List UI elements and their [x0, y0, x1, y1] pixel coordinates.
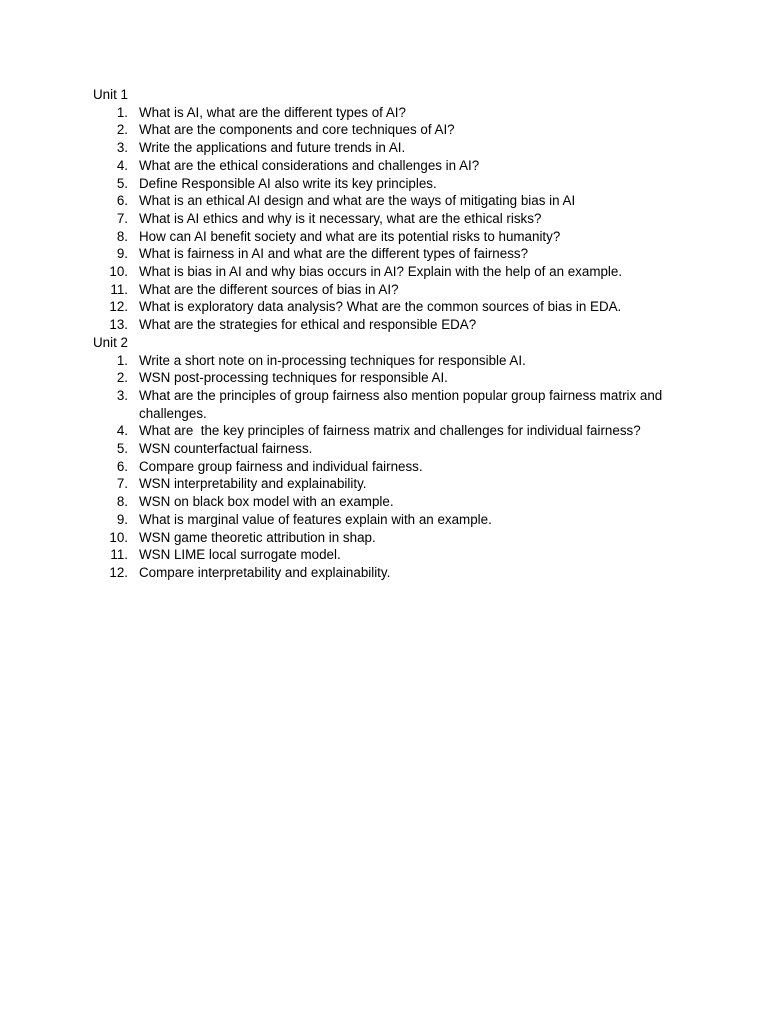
question-list	[93, 352, 693, 582]
question-text: What is bias in AI and why bias occurs in AI? Explain with the help of an example.	[139, 264, 623, 280]
question-number: 2.	[116, 122, 128, 138]
question-number: 3.	[116, 140, 128, 156]
question-number: 12.	[109, 564, 128, 580]
question-text: What are the principles of group fairness also mention popular group fairness matrix and challenges.	[139, 387, 666, 421]
question-number: 9.	[116, 246, 128, 262]
question-item	[93, 369, 693, 387]
question-number: 8.	[116, 494, 128, 510]
question-list	[93, 104, 693, 334]
question-number: 11.	[110, 281, 128, 297]
question-item	[93, 352, 693, 370]
question-text: What are the ethical considerations and challenges in AI?	[139, 157, 480, 173]
question-text: What are the key principles of fairness matrix and challenges for individual fairness?	[139, 423, 641, 439]
question-number: 10.	[109, 529, 128, 545]
question-item	[93, 210, 693, 228]
question-text: What is an ethical AI design and what are the ways of mitigating bias in AI	[139, 193, 576, 209]
question-item	[93, 529, 693, 547]
question-text: How can AI benefit society and what are its potential risks to humanity?	[139, 228, 561, 244]
question-number: 9.	[116, 511, 128, 527]
question-text: Compare interpretability and explainability.	[139, 564, 391, 580]
question-number: 1.	[116, 104, 128, 120]
question-text: What is exploratory data analysis? What are the common sources of bias in EDA.	[139, 299, 622, 315]
question-item	[93, 316, 693, 334]
question-number: 2.	[116, 370, 128, 386]
question-number: 6.	[116, 193, 128, 209]
question-text: WSN game theoretic attribution in shap.	[139, 529, 376, 545]
question-text: WSN interpretability and explainability.	[139, 476, 367, 492]
question-item	[93, 157, 693, 175]
question-item	[93, 422, 693, 440]
question-text: WSN on black box model with an example.	[139, 494, 394, 510]
question-item	[93, 263, 693, 281]
question-text: What is marginal value of features explain with an example.	[139, 511, 492, 527]
question-text: What is fairness in AI and what are the different types of fairness?	[139, 246, 529, 262]
unit-section-2	[93, 334, 693, 582]
unit-heading: Unit 1	[93, 87, 128, 102]
question-text: Define Responsible AI also write its key principles.	[139, 175, 437, 191]
question-number: 4.	[116, 157, 128, 173]
question-text: Compare group fairness and individual fairness.	[139, 458, 423, 474]
question-number: 8.	[116, 228, 128, 244]
question-text: What are the strategies for ethical and responsible EDA?	[139, 317, 477, 333]
question-item	[93, 228, 693, 246]
unit-heading: Unit 2	[93, 334, 128, 350]
question-number: 7.	[116, 210, 128, 226]
question-number: 4.	[116, 423, 128, 439]
question-number: 11.	[110, 547, 128, 563]
question-number: 5.	[116, 175, 128, 191]
question-text: Write the applications and future trends in AI.	[139, 140, 406, 156]
question-number: 6.	[116, 458, 128, 474]
question-text: What is AI ethics and why is it necessary, what are the ethical risks?	[139, 210, 542, 226]
question-item	[93, 493, 693, 511]
question-item	[93, 458, 693, 476]
question-item	[93, 546, 693, 564]
question-number: 10.	[109, 264, 128, 280]
question-item	[93, 175, 693, 193]
question-text: What is AI, what are the different types of AI?	[139, 104, 406, 120]
question-item	[93, 192, 693, 210]
question-number: 1.	[116, 352, 128, 368]
question-item	[93, 475, 693, 493]
question-text: Write a short note on in-processing techniques for responsible AI.	[139, 352, 526, 368]
question-number: 3.	[116, 387, 128, 403]
question-item	[93, 440, 693, 458]
question-item	[93, 281, 693, 299]
question-item	[93, 121, 693, 139]
question-item	[93, 104, 693, 122]
question-number: 7.	[116, 476, 128, 492]
question-item	[93, 564, 693, 582]
question-number: 5.	[116, 441, 128, 457]
question-text: What are the different sources of bias in AI?	[139, 281, 399, 297]
document-content	[93, 86, 693, 582]
unit-section-1	[93, 86, 693, 334]
question-item	[93, 298, 693, 316]
question-item	[93, 511, 693, 529]
question-number: 13.	[109, 317, 128, 333]
question-item	[93, 245, 693, 263]
question-text: What are the components and core techniques of AI?	[139, 122, 455, 138]
question-number: 12.	[109, 299, 128, 315]
question-text: WSN LIME local surrogate model.	[139, 547, 341, 563]
question-text: WSN post-processing techniques for responsible AI.	[139, 370, 448, 386]
question-item	[93, 139, 693, 157]
question-text: WSN counterfactual fairness.	[139, 441, 313, 457]
question-item	[93, 387, 693, 422]
